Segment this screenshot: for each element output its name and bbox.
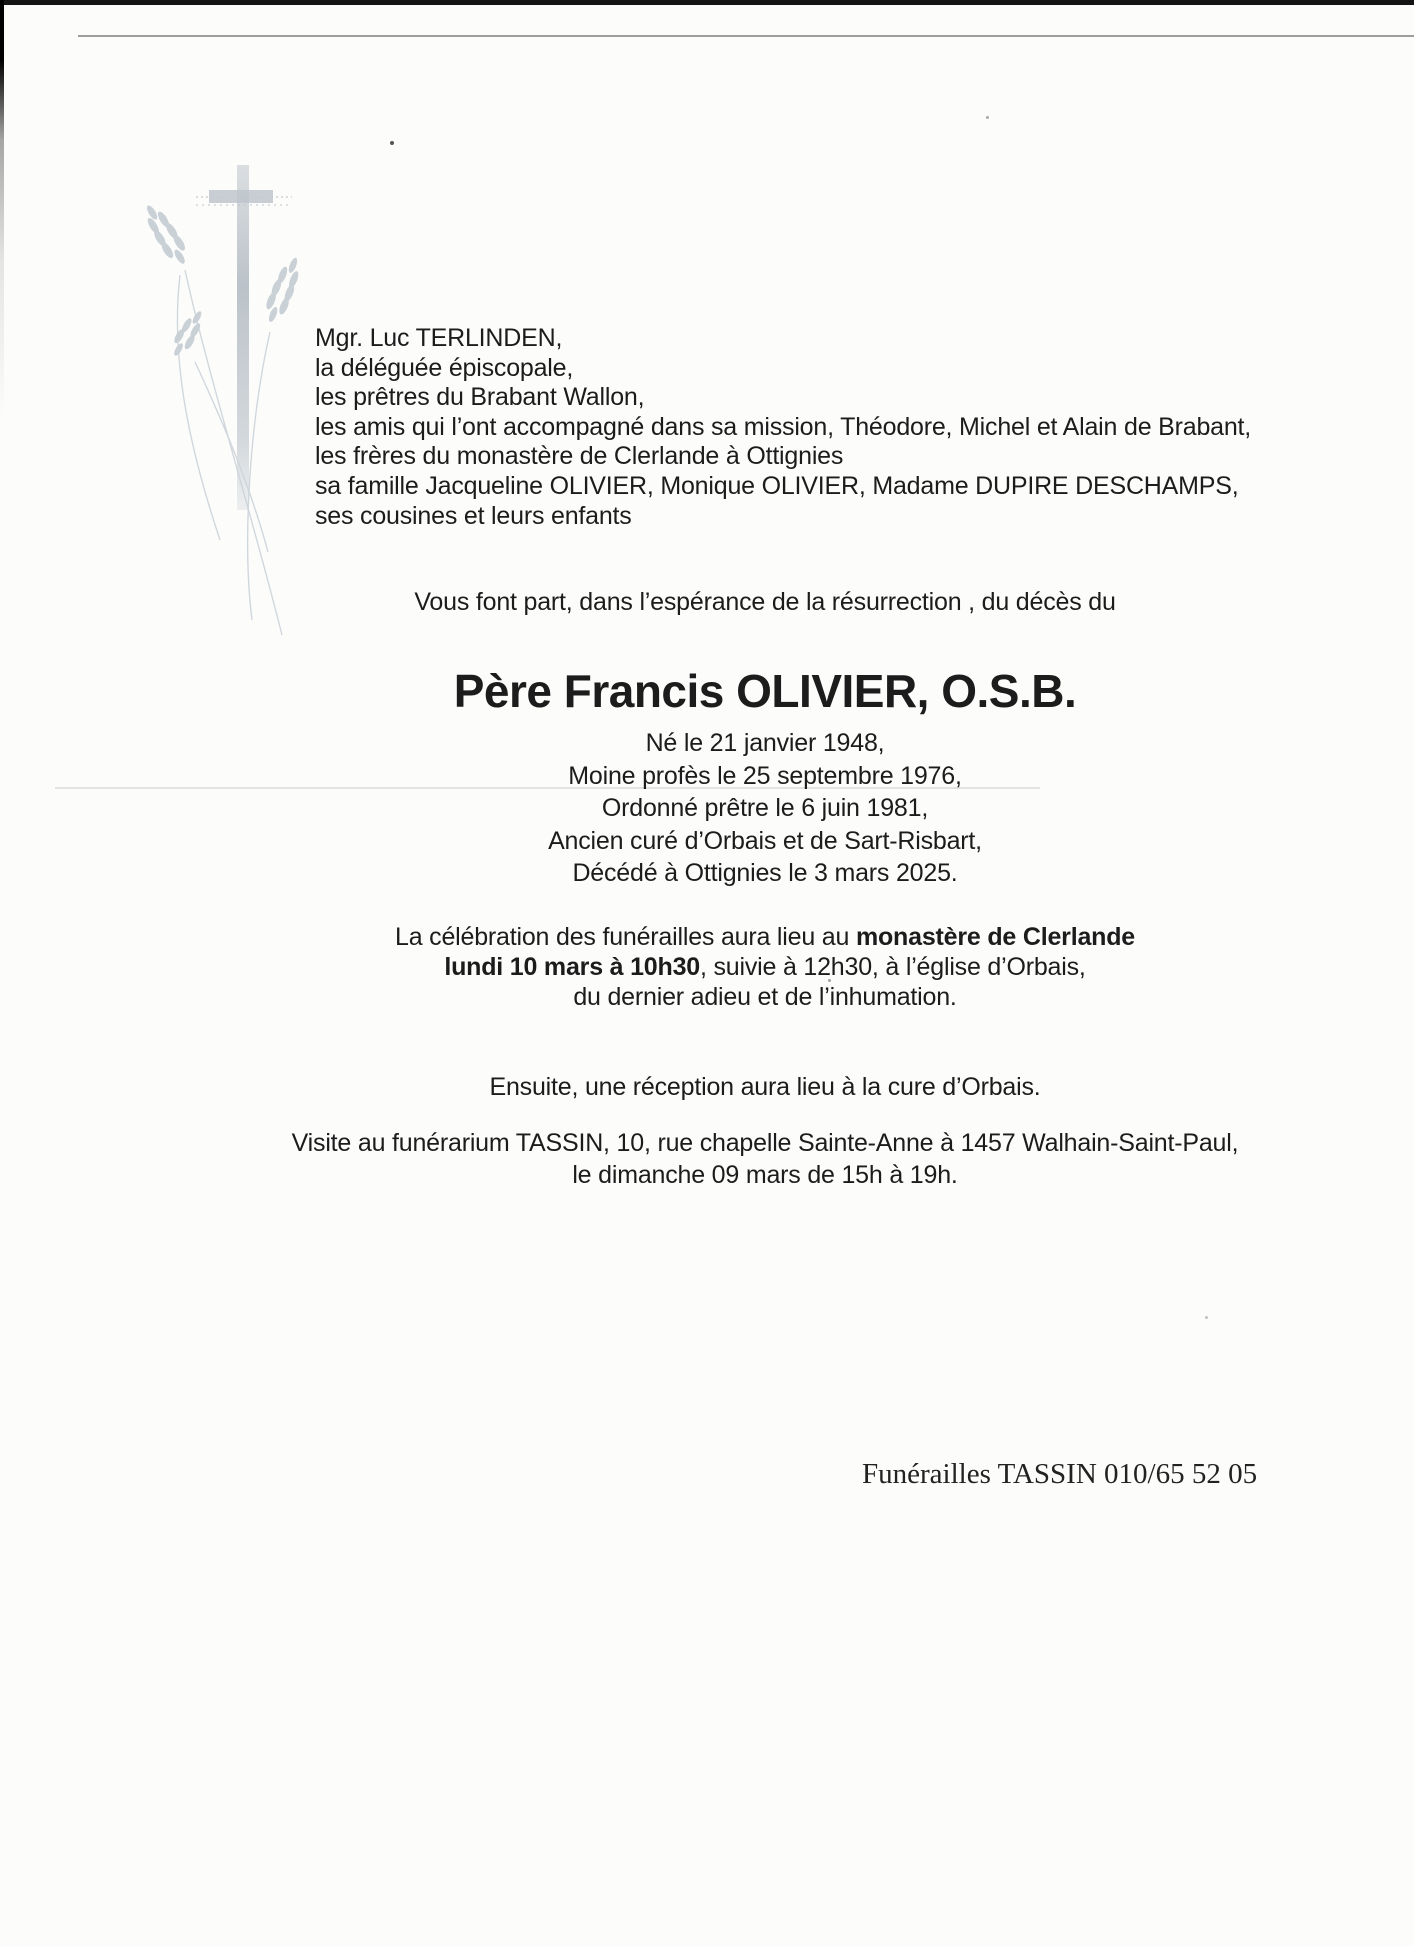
announcer-line: la déléguée épiscopale, <box>315 353 574 382</box>
scan-edge-top <box>0 0 1414 5</box>
life-event-line: Né le 21 janvier 1948, <box>645 729 885 757</box>
announcer-line: Mgr. Luc TERLINDEN, <box>315 324 563 352</box>
reception-info: Ensuite, une réception aura lieu à la cure d’Orbais. <box>489 1073 1041 1101</box>
announcer-line: les amis qui l’ont accompagné dans sa mission, Théodore, Michel et Alain de Brabant, <box>315 412 1252 441</box>
scan-line-artifact-top <box>78 35 1414 37</box>
announcer-line: les prêtres du Brabant Wallon, <box>315 383 645 412</box>
announcement-intro: Vous font part, dans l’espérance de la résurrection , du décès du <box>414 588 1116 616</box>
funeral-home-signature: Funérailles TASSIN 010/65 52 05 <box>862 1458 1258 1490</box>
announcer-line: sa famille Jacqueline OLIVIER, Monique OLIVIER, Madame DUPIRE DESCHAMPS, <box>315 471 1239 500</box>
funeral-datetime: lundi 10 mars à 10h30 <box>444 953 700 982</box>
life-event-line: Ordonné prêtre le 6 juin 1981, <box>601 794 929 822</box>
visitation-line: le dimanche 09 mars de 15h à 19h. <box>572 1160 958 1189</box>
cross-icon <box>196 165 292 510</box>
scan-speck <box>1205 1316 1208 1319</box>
funeral-line <box>116 922 1414 952</box>
announcer-line: les frères du monastère de Clerlande à Ottignies <box>315 442 844 471</box>
scan-speck <box>390 141 394 145</box>
life-event-line: Moine profès le 25 septembre 1976, <box>568 761 962 790</box>
scan-speck <box>986 116 989 119</box>
funeral-line: du dernier adieu et de l’inhumation. <box>573 983 957 1012</box>
life-events <box>116 727 1414 890</box>
deceased-name: Père Francis OLIVIER, O.S.B. <box>453 665 1077 717</box>
funeral-line <box>116 952 1414 982</box>
funeral-location: monastère de Clerlande <box>855 923 1135 951</box>
visitation-line: Visite au funérarium TASSIN, 10, rue chapelle Sainte-Anne à 1457 Walhain-Saint-Paul, <box>291 1129 1239 1157</box>
announcer-line: ses cousines et leurs enfants <box>315 501 632 530</box>
wheat-icon <box>139 200 306 635</box>
life-event-line: Ancien curé d’Orbais et de Sart-Risbart, <box>548 826 982 855</box>
funeral-line-text: La célébration des funérailles aura lieu au <box>395 923 856 951</box>
life-event-line: Décédé à Ottignies le 3 mars 2025. <box>572 859 958 887</box>
funeral-details <box>116 922 1414 1013</box>
funeral-line-text: , suivie à 12h30, à l’église d’Orbais, <box>699 953 1086 982</box>
visitation-info <box>116 1128 1414 1191</box>
scan-edge-left <box>0 0 4 420</box>
announcers-list <box>315 324 1251 531</box>
